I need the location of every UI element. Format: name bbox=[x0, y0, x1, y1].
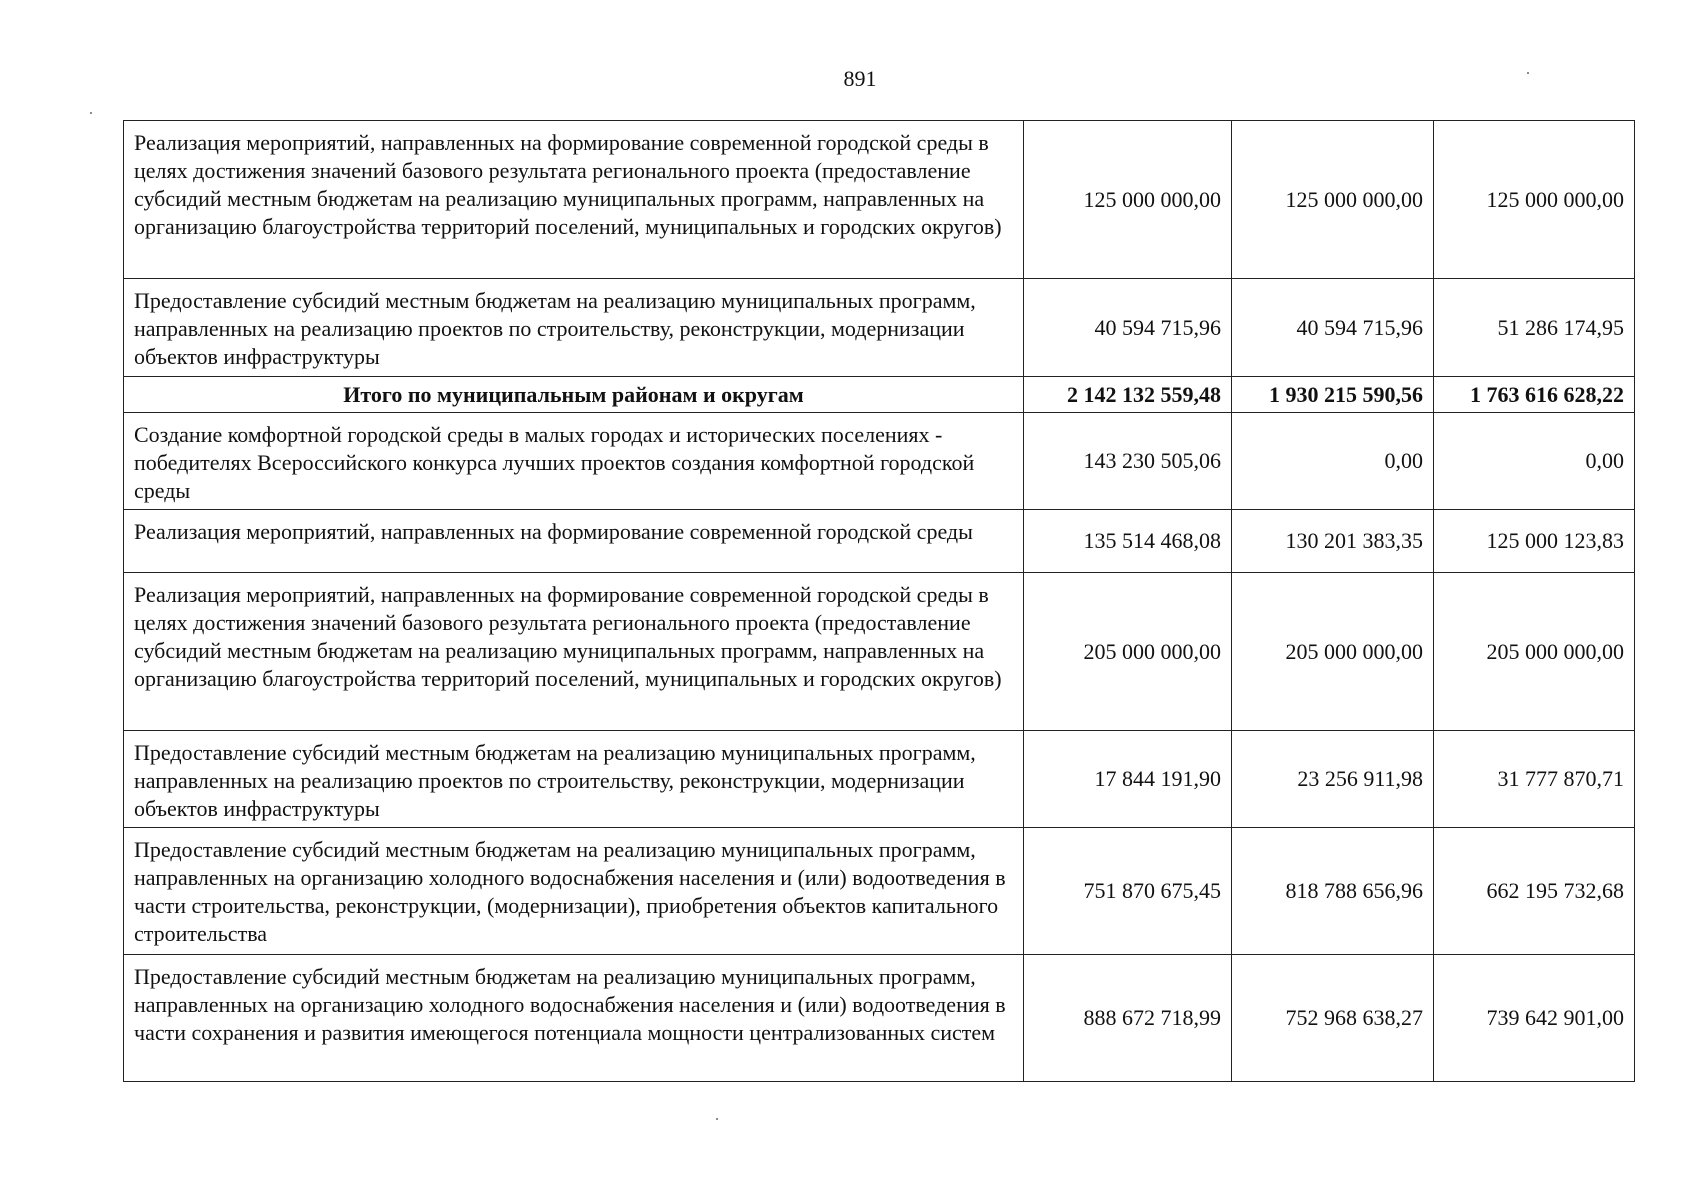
row-value-year-1: 751 870 675,45 bbox=[1024, 828, 1232, 955]
row-value-year-3: 31 777 870,71 bbox=[1434, 731, 1635, 828]
row-value-year-1: 143 230 505,06 bbox=[1024, 413, 1232, 510]
total-row bbox=[124, 377, 1635, 413]
row-value-year-1: 17 844 191,90 bbox=[1024, 731, 1232, 828]
row-description: Реализация мероприятий, направленных на формирование современной городской среды bbox=[124, 510, 1024, 573]
row-value-year-1: 888 672 718,99 bbox=[1024, 955, 1232, 1082]
table-row bbox=[124, 510, 1635, 573]
budget-table bbox=[123, 120, 1635, 1082]
table-row bbox=[124, 121, 1635, 279]
total-value-year-2: 1 930 215 590,56 bbox=[1232, 377, 1434, 413]
row-value-year-3: 739 642 901,00 bbox=[1434, 955, 1635, 1082]
row-value-year-3: 125 000 000,00 bbox=[1434, 121, 1635, 279]
row-value-year-2: 125 000 000,00 bbox=[1232, 121, 1434, 279]
total-value-year-1: 2 142 132 559,48 bbox=[1024, 377, 1232, 413]
row-value-year-2: 752 968 638,27 bbox=[1232, 955, 1434, 1082]
row-value-year-1: 40 594 715,96 bbox=[1024, 279, 1232, 377]
row-description: Создание комфортной городской среды в малых городах и исторических поселениях - победителях Всероссийского конкурса лучших проектов создания комфортной городской среды bbox=[124, 413, 1024, 510]
row-value-year-2: 205 000 000,00 bbox=[1232, 573, 1434, 731]
scan-speck bbox=[716, 1118, 718, 1120]
table-row bbox=[124, 279, 1635, 377]
row-description: Реализация мероприятий, направленных на формирование современной городской среды в целях достижения значений базового результата регионального проекта (предоставление субсидий местным бюджетам на реализацию муниципальных программ, направленных на организацию благоустройства территорий поселений, муниципальных и городских округов) bbox=[124, 573, 1024, 731]
row-description: Предоставление субсидий местным бюджетам на реализацию муниципальных программ, направленных на реализацию проектов по строительству, реконструкции, модернизации объектов инфраструктуры bbox=[124, 279, 1024, 377]
row-value-year-3: 0,00 bbox=[1434, 413, 1635, 510]
row-value-year-3: 662 195 732,68 bbox=[1434, 828, 1635, 955]
row-value-year-2: 40 594 715,96 bbox=[1232, 279, 1434, 377]
row-value-year-3: 125 000 123,83 bbox=[1434, 510, 1635, 573]
table-row bbox=[124, 955, 1635, 1082]
row-value-year-1: 125 000 000,00 bbox=[1024, 121, 1232, 279]
table-row bbox=[124, 573, 1635, 731]
row-value-year-2: 0,00 bbox=[1232, 413, 1434, 510]
scan-speck bbox=[1527, 72, 1529, 74]
budget-table-container bbox=[123, 120, 1634, 1082]
table-row bbox=[124, 828, 1635, 955]
table-row bbox=[124, 731, 1635, 828]
table-row bbox=[124, 413, 1635, 510]
row-value-year-3: 51 286 174,95 bbox=[1434, 279, 1635, 377]
row-value-year-1: 205 000 000,00 bbox=[1024, 573, 1232, 731]
row-value-year-3: 205 000 000,00 bbox=[1434, 573, 1635, 731]
row-description: Реализация мероприятий, направленных на формирование современной городской среды в целях достижения значений базового результата регионального проекта (предоставление субсидий местным бюджетам на реализацию муниципальных программ, направленных на организацию благоустройства территорий поселений, муниципальных и городских округов) bbox=[124, 121, 1024, 279]
total-value-year-3: 1 763 616 628,22 bbox=[1434, 377, 1635, 413]
row-description: Предоставление субсидий местным бюджетам на реализацию муниципальных программ, направленных на организацию холодного водоснабжения населения и (или) водоотведения в части строительства, реконструкции, (модернизации), приобретения объектов капитального строительства bbox=[124, 828, 1024, 955]
row-value-year-2: 130 201 383,35 bbox=[1232, 510, 1434, 573]
scan-speck bbox=[90, 112, 92, 114]
page-number: 891 bbox=[843, 66, 877, 91]
row-description: Предоставление субсидий местным бюджетам на реализацию муниципальных программ, направленных на организацию холодного водоснабжения населения и (или) водоотведения в части сохранения и развития имеющегося потенциала мощности централизованных систем bbox=[124, 955, 1024, 1082]
row-value-year-2: 23 256 911,98 bbox=[1232, 731, 1434, 828]
row-value-year-2: 818 788 656,96 bbox=[1232, 828, 1434, 955]
total-label: Итого по муниципальным районам и округам bbox=[124, 377, 1024, 413]
row-description: Предоставление субсидий местным бюджетам на реализацию муниципальных программ, направленных на реализацию проектов по строительству, реконструкции, модернизации объектов инфраструктуры bbox=[124, 731, 1024, 828]
row-value-year-1: 135 514 468,08 bbox=[1024, 510, 1232, 573]
